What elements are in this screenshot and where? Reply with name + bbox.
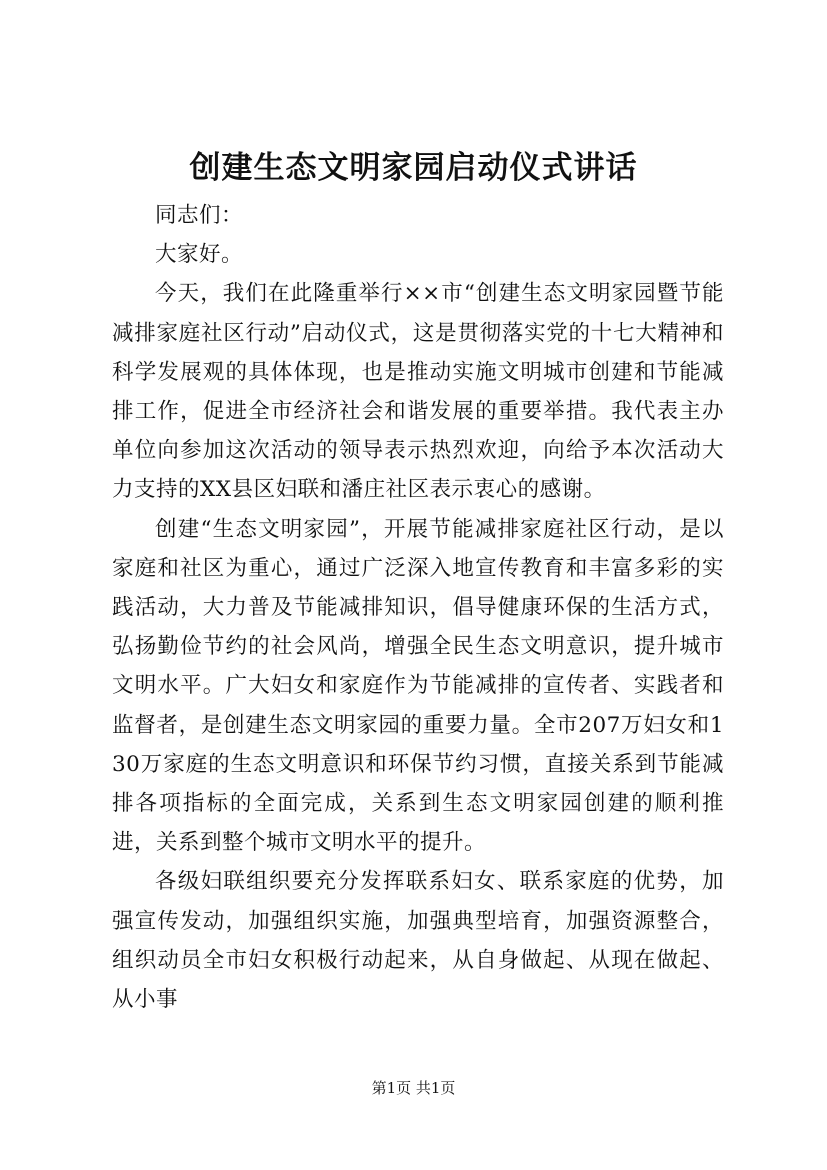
body-paragraph: 今天，我们在此隆重举行××市“创建生态文明家园暨节能减排家庭社区行动”启动仪式，这是贯彻落实党的十七大精神和科学发展观的具体体现，也是推动实施文明城市创建和节能减排工作，促进全市经济社会和谐发展的重要举措。我代表主办单位向参加这次活动的领导表示热烈欢迎，向给予本次活动大力支持的XX县区妇联和潘庄社区表示衷心的感谢。 bbox=[112, 281, 724, 503]
page-footer: 第1页 共1页 bbox=[371, 1079, 456, 1097]
salutation: 同志们： bbox=[155, 203, 244, 228]
body-paragraph: 各级妇联组织要充分发挥联系妇女、联系家庭的优势，加强宣传发动，加强组织实施，加强典型培育，加强资源整合，组织动员全市妇女积极行动起来，从自身做起、从现在做起、从小事 bbox=[112, 869, 724, 1013]
body-paragraph: 创建“生态文明家园”，开展节能减排家庭社区行动，是以家庭和社区为重心，通过广泛深入地宣传教育和丰富多彩的实践活动，大力普及节能减排知识，倡导健康环保的生活方式，弘扬勤俭节约的社会风尚，增强全民生态文明意识，提升城市文明水平。广大妇女和家庭作为节能减排的宣传者、实践者和监督者，是创建生态文明家园的重要力量。全市207万妇女和130万家庭的生态文明意识和环保节约习惯，直接关系到节能减排各项指标的全面完成，关系到生态文明家园创建的顺利推进，关系到整个城市文明水平的提升。 bbox=[112, 516, 724, 856]
greeting: 大家好。 bbox=[155, 242, 244, 268]
document-body bbox=[112, 196, 724, 1019]
document-title: 创建生态文明家园启动仪式讲话 bbox=[189, 150, 638, 186]
